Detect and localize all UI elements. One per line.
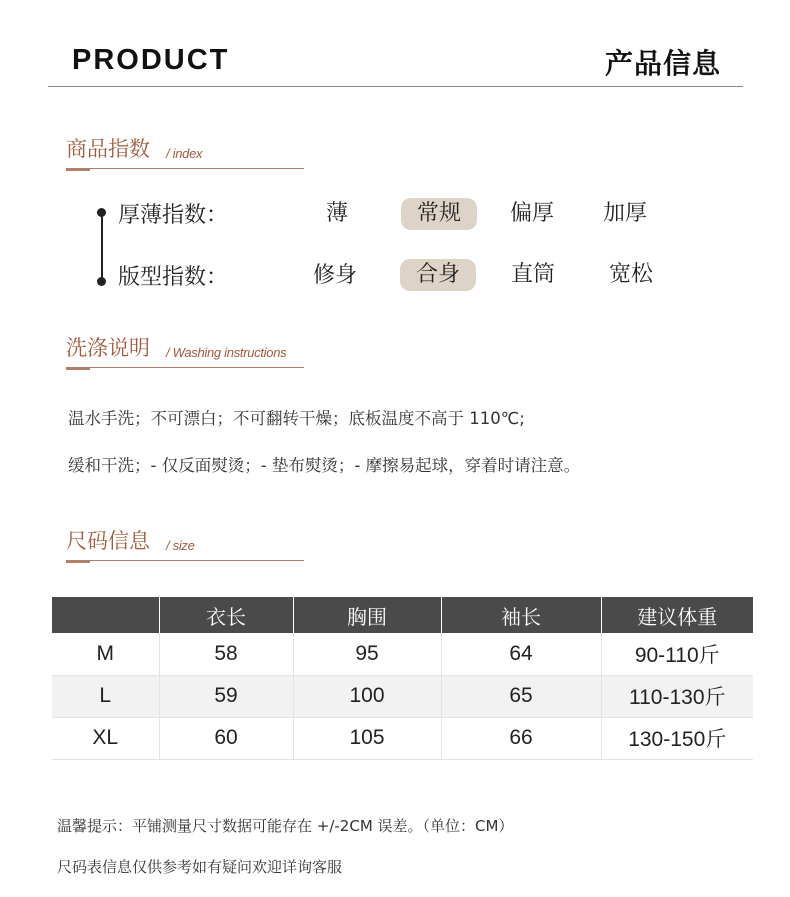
table-cell: L xyxy=(52,675,159,717)
index-subtitle: / index xyxy=(166,146,203,161)
wash-section-title xyxy=(66,336,304,368)
wash-line: 温水手洗；不可漂白；不可翻转干燥；底板温度不高于 110℃; xyxy=(68,409,525,428)
header-title-en: PRODUCT xyxy=(72,44,230,76)
table-header-row xyxy=(52,597,753,633)
table-cell: 59 xyxy=(159,675,293,717)
index-bullet-dot xyxy=(97,277,106,286)
fit-label: 版型指数： xyxy=(118,265,229,290)
table-cell: 90-110斤 xyxy=(601,633,753,675)
fit-option-selected: 合身 xyxy=(400,259,476,291)
index-title: 商品指数 xyxy=(66,137,150,161)
thickness-option: 薄 xyxy=(325,201,348,226)
title-accent-bar xyxy=(66,367,90,370)
index-connector-line xyxy=(101,212,103,282)
table-cell: 60 xyxy=(159,717,293,759)
fit-option: 修身 xyxy=(312,263,357,288)
table-cell: 110-130斤 xyxy=(601,675,753,717)
table-row xyxy=(52,717,753,759)
wash-subtitle: / Washing instructions xyxy=(166,345,287,360)
page-header xyxy=(48,40,743,87)
table-cell: 100 xyxy=(293,675,441,717)
table-header-cell: 胸围 xyxy=(293,597,441,633)
size-title: 尺码信息 xyxy=(66,529,150,553)
size-table xyxy=(52,597,753,760)
thickness-option-selected: 常规 xyxy=(401,198,477,230)
thickness-option: 加厚 xyxy=(602,201,647,226)
thickness-label: 厚薄指数： xyxy=(118,203,229,228)
header-title-cn: 产品信息 xyxy=(604,47,721,80)
table-cell: 95 xyxy=(293,633,441,675)
table-header-cell: 袖长 xyxy=(441,597,601,633)
index-section-title xyxy=(66,137,304,169)
reference-note: 尺码表信息仅供参考如有疑问欢迎详询客服 xyxy=(57,858,343,876)
table-header-cell: 建议体重 xyxy=(601,597,753,633)
title-accent-bar xyxy=(66,560,90,563)
table-cell: 66 xyxy=(441,717,601,759)
table-header-cell xyxy=(52,597,159,633)
table-cell: 130-150斤 xyxy=(601,717,753,759)
measurement-note: 温馨提示：平铺测量尺寸数据可能存在 +/-2CM 误差。（单位：CM） xyxy=(57,817,514,835)
table-cell: 58 xyxy=(159,633,293,675)
wash-title: 洗涤说明 xyxy=(66,336,150,360)
table-cell: 65 xyxy=(441,675,601,717)
table-header-cell: 衣长 xyxy=(159,597,293,633)
index-bullet-dot xyxy=(97,208,106,217)
title-accent-bar xyxy=(66,168,90,171)
table-cell: 64 xyxy=(441,633,601,675)
table-cell: 105 xyxy=(293,717,441,759)
table-row xyxy=(52,633,753,675)
fit-option: 直筒 xyxy=(510,262,555,287)
table-cell: M xyxy=(52,633,159,675)
wash-line: 缓和干洗；- 仅反面熨烫；- 垫布熨烫；- 摩擦易起球，穿着时请注意。 xyxy=(68,456,581,475)
size-subtitle: / size xyxy=(166,538,195,553)
table-row xyxy=(52,675,753,717)
size-section-title xyxy=(66,529,304,561)
fit-option: 宽松 xyxy=(608,262,653,287)
thickness-option: 偏厚 xyxy=(509,201,554,226)
table-cell: XL xyxy=(52,717,159,759)
